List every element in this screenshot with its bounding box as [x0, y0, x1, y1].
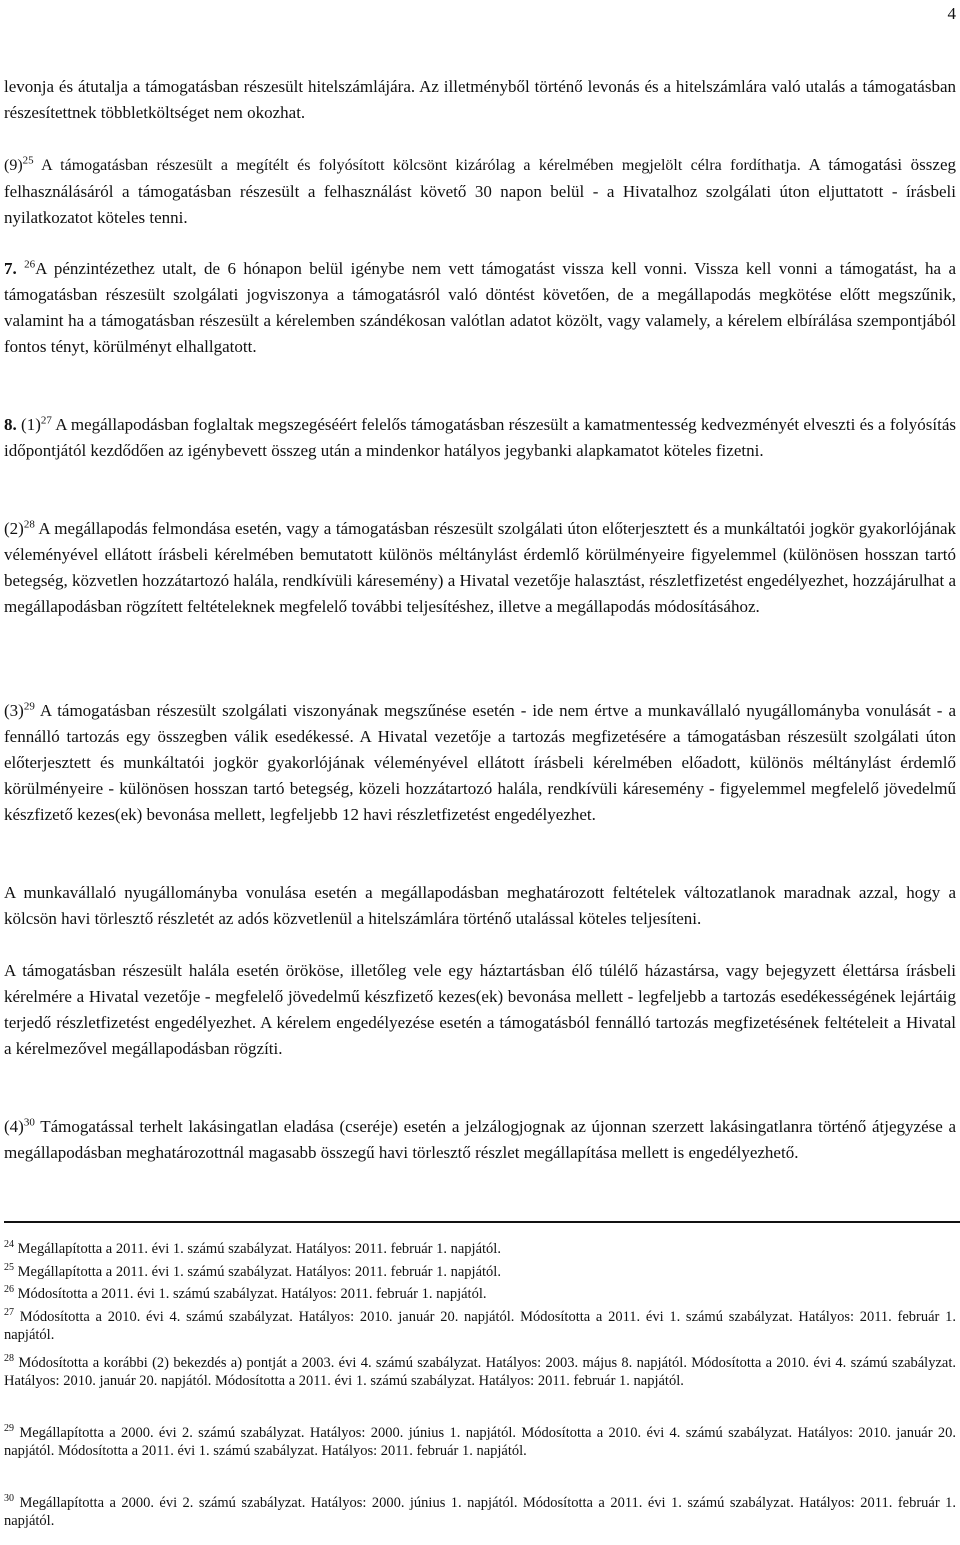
footnote-ref-29[interactable]: 29: [23, 700, 35, 713]
section-8-p4-label: (4): [4, 1117, 24, 1136]
section-8-p3-label: (3): [4, 701, 24, 720]
footnote-number: 26: [4, 1284, 14, 1296]
footnote-number: 24: [4, 1239, 14, 1251]
footnote-number: 25: [4, 1262, 14, 1274]
footnote-text: Megállapította a 2000. évi 2. számú szabályzat. Hatályos: 2000. június 1. napjától. Módosította a 2011. évi 1. számú szabályzat. Hatályos: 2011. február 1. napjától.: [4, 1495, 956, 1529]
footnote-ref-25[interactable]: 25: [22, 154, 34, 167]
paragraph-9: [4, 152, 956, 231]
section-7-text: A pénzintézethez utalt, de 6 hónapon belül igénybe nem vett támogatást vissza kell vonni. Vissza kell vonni a támogatást, ha a támogatásban részesült szolgálati jogviszonya a támogatásról való döntést követően, de a megállapodás megkötése előtt megszűnik, valamint ha a támogatásban részesült a kérelemben szándékosan valótlan adatot közölt, vagy valamely, a kérelem elbírálása szempontjából fontos tényt, körülményt elhallgatott.: [4, 259, 957, 356]
footnote-text: Megállapította a 2000. évi 2. számú szabályzat. Hatályos: 2000. június 1. napjától. Módosította a 2010. évi 4. számú szabályzat. Hatályos: 2010. január 20. napjától. Módosította a 2011. évi 1. számú szabályzat. Hatályos: 2011. február 1. napjától.: [4, 1425, 956, 1459]
footnote-number: 28: [4, 1353, 14, 1365]
footnote-number: 27: [4, 1307, 14, 1319]
section-8-p3-text: A támogatásban részesült szolgálati viszonyának megszűnése esetén - ide nem értve a munkavállaló nyugállományba vonulását - a fennálló tartozás egy összegben válik esedékessé. A Hivatal vezetője a tartozás megfizetésére a támogatásban részesült szolgálati úton előterjesztett és munkáltatói jogkör gyakorlójának véleményével ellátott írásbeli kérelmében előadott, különös méltánylást érdemlő körülményeire - különösen hosszan tartó betegség, közeli hozzátartozó halála, rendkívüli káresemény - figyelemmel megfelelő jövedelmű készfizető kezes(ek) bevonása mellett, legfeljebb 12 havi részletfizetést engedélyezhet.: [4, 701, 956, 824]
footnote-25: [4, 1263, 956, 1281]
section-8-p1-label: (1): [21, 415, 41, 434]
footnote-26: [4, 1285, 956, 1303]
footnote-text: Módosította a 2011. évi 1. számú szabályzat. Hatályos: 2011. február 1. napjától.: [14, 1286, 487, 1302]
footnote-number: 29: [4, 1423, 14, 1435]
paragraph-9-text-a: A támogatásban részesült a megítélt és folyósított kölcsönt kizárólag a kérelmében megjelölt célra fordíthatja.: [33, 157, 801, 174]
footnote-text: Módosította a 2010. évi 4. számú szabályzat. Hatályos: 2010. január 20. napjától. Módosította a 2011. évi 1. számú szabályzat. Hatályos: 2011. február 1. napjától.: [4, 1309, 956, 1343]
section-8-p1-text: A megállapodásban foglaltak megszegéséért felelős támogatásban részesült a kamatmentesség kedvezményét elveszti és a folyósítás időpontjától kezdődően az igénybevett összeg után a mindenkor hatályos jegybanki alapkamatot köteles fizetni.: [4, 415, 956, 460]
paragraph-9-label: (9): [4, 157, 23, 174]
footnote-ref-27[interactable]: 27: [40, 414, 52, 427]
section-8-para-3-continued: A munkavállaló nyugállományba vonulása esetén a megállapodásban meghatározott feltételek változatlanok maradnak azzal, hogy a kölcsön havi törlesztő részletét az adós közvetlenül a hitelszámlára történő utalással köteles teljesíteni.: [4, 883, 956, 928]
footnote-text: Megállapította a 2011. évi 1. számú szabályzat. Hatályos: 2011. február 1. napjától.: [14, 1241, 501, 1257]
section-8-p4-text: Támogatással terhelt lakásingatlan eladása (cseréje) esetén a jelzálogjognak az újonnan szerzett lakásingatlanra történő átjegyzése a megállapodásban meghatározottnál magasabb összegű havi törlesztő részlet megállapítása mellett is engedélyezhető.: [4, 1117, 956, 1162]
footnote-text: Módosította a korábbi (2) bekezdés a) pontját a 2003. évi 4. számú szabályzat. Hatályos: 2003. május 8. napjától. Módosította a 2010. évi 4. számú szabályzat. Hatályos: 2010. január 20. napjától. Módosította a 2011. évi 1. számú szabályzat. Hatályos: 2011. február 1. napjától.: [4, 1355, 956, 1389]
footnote-ref-30[interactable]: 30: [23, 1116, 35, 1129]
section-8-para-3: [4, 698, 956, 828]
section-8-para-1: [4, 412, 956, 464]
document-page: [4, 0, 956, 1545]
section-8-para-2: [4, 516, 956, 620]
section-8-para-4: [4, 1114, 956, 1166]
footnote-30: [4, 1494, 956, 1530]
section-7: [4, 256, 956, 360]
footnote-29: [4, 1424, 956, 1460]
section-8-para-3-continued-2: A támogatásban részesült halála esetén örököse, illetőleg vele egy háztartásban élő túlélő házastársa, vagy bejegyzett élettársa írásbeli kérelmére a Hivatal vezetője - megfelelő jövedelmű készfizető kezes(ek) bevonása mellett - legfeljebb a tartozás esedékességének lejártáig terjedő részletfizetést engedélyezhet. A kérelem engedélyezése esetén a támogatásból fennálló tartozás megfizetésének feltételeit a Hivatal a kérelmezővel megállapodásban rögzíti.: [4, 961, 956, 1058]
paragraph-intro: levonja és átutalja a támogatásban részesült hitelszámlájára. Az illetményből történő levonás és a hitelszámlára való utalás a támogatásban részesítettnek többletköltséget nem okozhat.: [4, 77, 956, 122]
section-8-p2-label: (2): [4, 519, 24, 538]
footnote-ref-26[interactable]: 26: [24, 258, 36, 271]
footnote-24: [4, 1240, 956, 1258]
footnote-number: 30: [4, 1493, 14, 1505]
footnote-ref-28[interactable]: 28: [23, 518, 35, 531]
page-number: 4: [947, 4, 956, 23]
paragraph-9-text-b: A támogatási összeg felhasználásáról a támogatásban részesült a felhasználást követő 30 napon belül - a Hivatalhoz szolgálati úton eljuttatott - írásbeli nyilatkozatot köteles tenni.: [4, 155, 956, 227]
footnote-text: Megállapította a 2011. évi 1. számú szabályzat. Hatályos: 2011. február 1. napjától.: [14, 1264, 501, 1280]
section-8-p2-text: A megállapodás felmondása esetén, vagy a támogatásban részesült szolgálati úton előterjesztett és a munkáltatói jogkör gyakorlójának véleményével ellátott írásbeli kérelmében bemutatott különös méltánylást érdemlő körülményeire figyelemmel (különösen hosszan tartó betegség, közvetlen hozzátartozó halála, rendkívüli káresemény) a Hivatal vezetője halasztást, részletfizetést engedélyezhet, hozzájárulhat a megállapodásban rögzített feltételeknek megfelelő további teljesítéshez, illetve a megállapodás módosításához.: [4, 519, 956, 616]
footnote-27: [4, 1308, 956, 1344]
footnote-28: [4, 1354, 956, 1390]
footnote-separator: [4, 1221, 960, 1223]
section-8-number: 8.: [4, 415, 17, 434]
section-7-number: 7.: [4, 259, 17, 278]
